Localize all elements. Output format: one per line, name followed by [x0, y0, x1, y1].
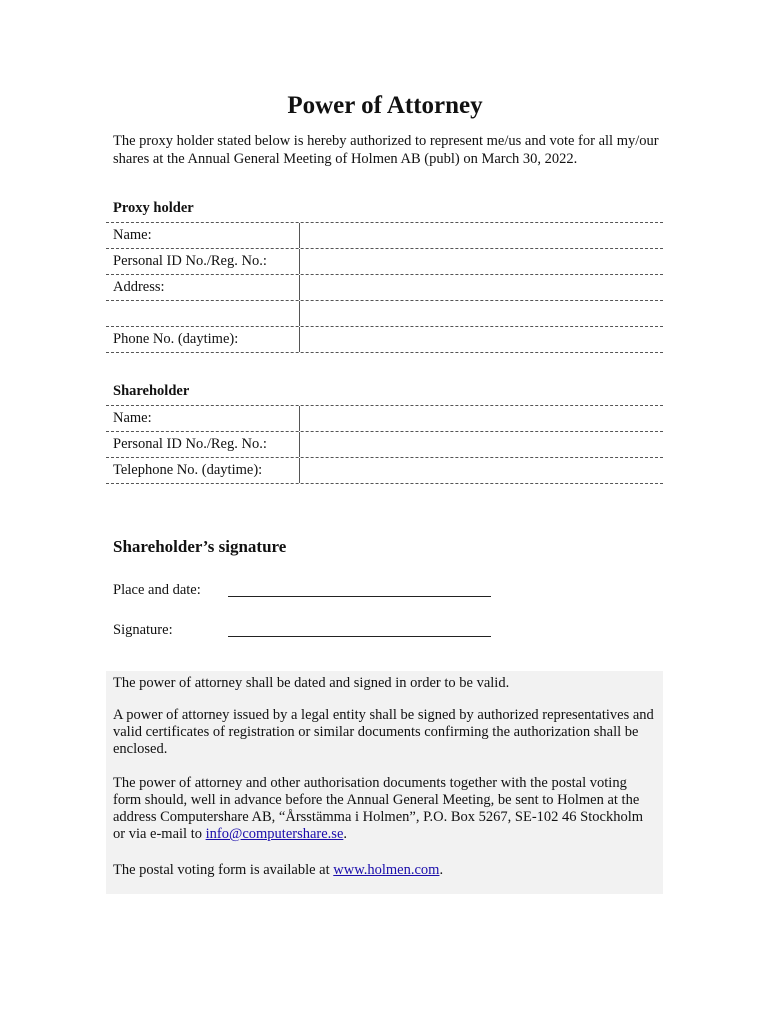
place-date-label: Place and date:: [113, 582, 201, 598]
signature-label: Signature:: [113, 622, 173, 638]
table-row: [106, 248, 663, 274]
submission-end: .: [343, 826, 347, 842]
field-label: Personal ID No./Reg. No.:: [113, 253, 267, 269]
shareholder-phone-field[interactable]: [299, 458, 663, 483]
proxy-address-field[interactable]: [299, 275, 663, 300]
proxy-id-field[interactable]: [299, 249, 663, 274]
proxy-holder-heading: Proxy holder: [113, 200, 194, 216]
signature-line[interactable]: [228, 636, 491, 637]
shareholder-table: [106, 405, 663, 484]
proxy-name-field[interactable]: [299, 223, 663, 248]
table-row: [106, 431, 663, 457]
info-paragraph-submission: [113, 775, 658, 843]
intro-paragraph: The proxy holder stated below is hereby authorized to represent me/us and vote for all my/our shares at the Annual General Meeting of Holmen AB (publ) on March 30, 2022.: [113, 133, 659, 167]
shareholder-heading: Shareholder: [113, 383, 190, 399]
shareholder-name-field[interactable]: [299, 406, 663, 431]
shareholder-id-field[interactable]: [299, 432, 663, 457]
postal-form-text: The postal voting form is available at: [113, 862, 334, 878]
info-paragraph-postal-form: [113, 862, 658, 879]
field-label: Name:: [113, 227, 152, 243]
submission-text: The power of attorney and other authorisation documents together with the postal voting form should, well in advance before the Annual General Meeting, be sent to Holmen at the address Computershare AB, “Årsstämma i Holmen”, P.O. Box 5267, SE-102 46 Stockholm or via e-mail to: [113, 775, 644, 842]
field-label: Personal ID No./Reg. No.:: [113, 436, 267, 452]
website-link[interactable]: www.holmen.com: [333, 862, 440, 878]
table-row: [106, 457, 663, 484]
table-row: [106, 300, 663, 326]
signature-heading: Shareholder’s signature: [113, 537, 287, 556]
proxy-holder-table: [106, 222, 663, 353]
page-title: Power of Attorney: [287, 92, 483, 119]
table-row: [106, 222, 663, 248]
field-label: Phone No. (daytime):: [113, 331, 239, 347]
info-paragraph-validity: The power of attorney shall be dated and signed in order to be valid.: [113, 675, 510, 691]
field-label: Telephone No. (daytime):: [113, 462, 263, 478]
info-box: [106, 671, 663, 894]
table-row: [106, 326, 663, 353]
field-label: Address:: [113, 279, 165, 295]
proxy-phone-field[interactable]: [299, 327, 663, 352]
email-link[interactable]: info@computershare.se: [205, 826, 344, 842]
info-paragraph-legal-entity: A power of attorney issued by a legal entity shall be signed by authorized representatives and valid certificates of registration or similar documents confirming the authorization shall be enclosed.: [113, 707, 654, 757]
postal-form-end: .: [439, 862, 444, 878]
table-row: [106, 274, 663, 300]
proxy-address-line2-field[interactable]: [299, 301, 663, 326]
place-date-line[interactable]: [228, 596, 491, 597]
table-row: [106, 405, 663, 431]
field-label: Name:: [113, 410, 152, 426]
